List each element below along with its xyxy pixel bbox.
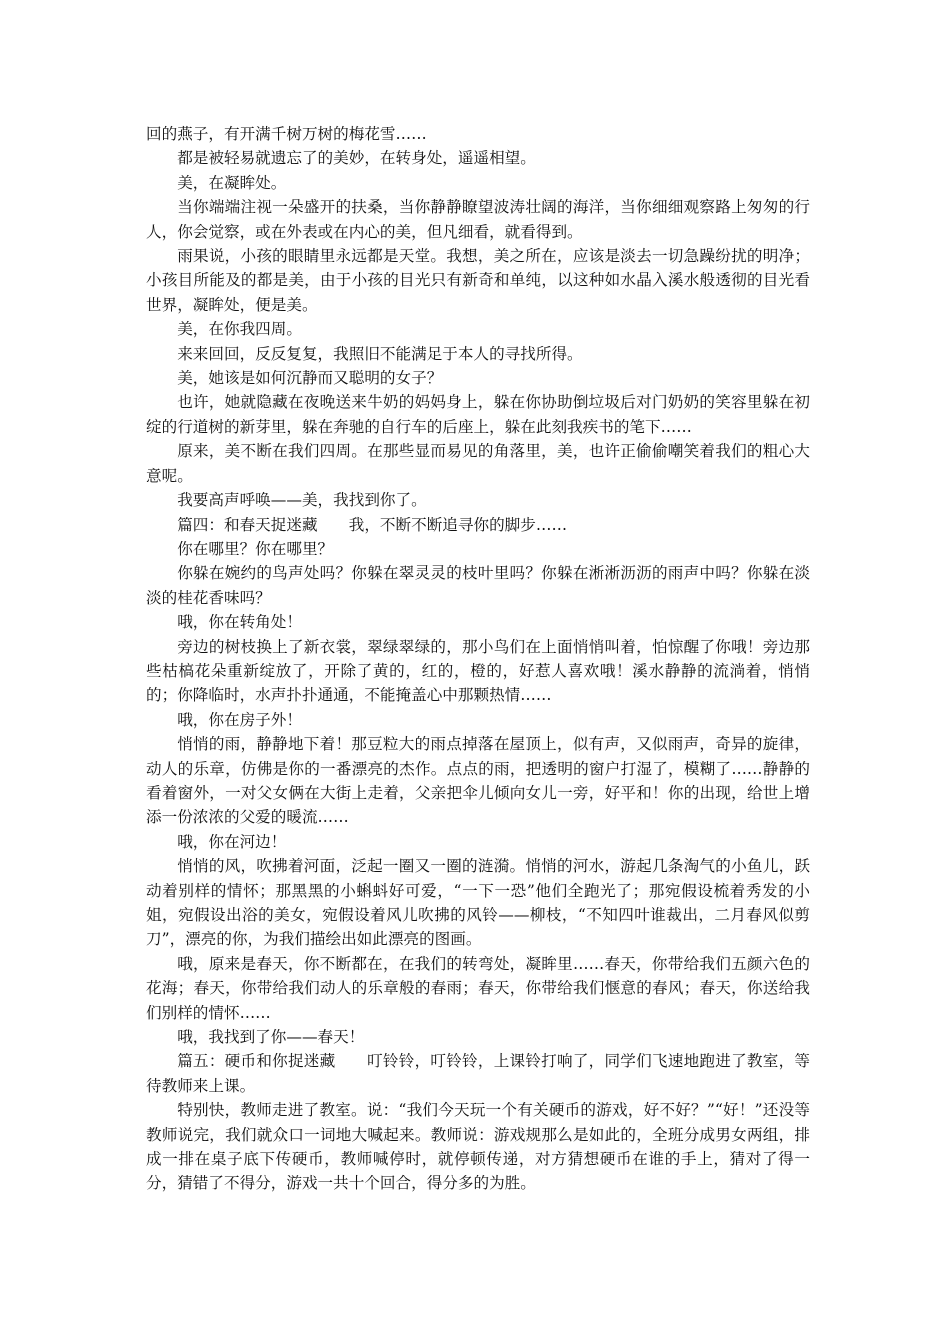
paragraph: 美，在你我四周。 [177, 320, 302, 339]
paragraph: 你在哪里？你在哪里？ [177, 539, 334, 558]
paragraph: 美，她该是如何沉静而又聪明的女子？ [177, 369, 443, 388]
paragraph: 来来回回，反反复复，我照旧不能满足于本人的寻找所得。 [177, 344, 583, 363]
paragraph: 我要高声呼唤——美，我找到你了。 [177, 491, 427, 510]
paragraph: 哦，我找到了你——春天！ [177, 1028, 365, 1047]
paragraph: 都是被轻易就遗忘了的美妙，在转身处，遥遥相望。 [177, 149, 536, 168]
paragraph: 特别快，教师走进了教室。说：“我们今天玩一个有关硬币的游戏，好不好？”“好！”还没等教师说完，我们就众口一词地大喊起来。教师说：游戏规那么是如此的，全班分成男女两组，排成一排在桌子底下传硬币，教师喊停时，就停顿传递，对方猜想硬币在谁的手上，猜对了得一分，猜错了不得分，游戏一共十个回合，得分多的为胜。 [146, 1101, 810, 1193]
paragraph: 原来，美不断在我们四周。在那些显而易见的角落里，美，也许正偷偷嘲笑着我们的粗心大意呢。 [146, 442, 810, 485]
paragraph: 回的燕子，有开满千树万树的梅花雪…… [146, 125, 427, 143]
paragraph: 哦，你在转角处！ [177, 613, 302, 632]
paragraph: 哦，你在河边！ [177, 832, 287, 851]
paragraph: 悄悄的风，吹拂着河面，泛起一圈又一圈的涟漪。悄悄的河水，游起几条淘气的小鱼儿，跃动着别样的情怀；那黑黑的小蝌蚪好可爱，“一下一恐”他们全跑光了；那宛假设梳着秀发的小姐，宛假设出浴的美女，宛假设着风儿吹拂的风铃——柳枝，“不知四叶谁裁出，二月春风似剪刀”，漂亮的你，为我们描绘出如此漂亮的图画。 [146, 857, 810, 949]
paragraph: 也许，她就隐藏在夜晚送来牛奶的妈妈身上，躲在你协助倒垃圾后对门奶奶的笑容里躲在初绽的行道树的新芽里，躲在奔驰的自行车的后座上，躲在此刻我疾书的笔下…… [146, 393, 810, 436]
paragraph: 哦，你在房子外！ [177, 710, 302, 729]
paragraph: 篇五：硬币和你捉迷藏 叮铃铃，叮铃铃，上课铃打响了，同学们飞速地跑进了教室，等待教师来上课。 [146, 1052, 810, 1095]
article-body [146, 122, 810, 1196]
paragraph: 篇四：和春天捉迷藏 我，不断不断追寻你的脚步…… [177, 515, 568, 534]
paragraph: 悄悄的雨，静静地下着！那豆粒大的雨点掉落在屋顶上，似有声，又似雨声，奇异的旋律，动人的乐章，仿佛是你的一番漂亮的杰作。点点的雨，把透明的窗户打湿了，模糊了……静静的看着窗外，一对父女俩在大街上走着，父亲把伞儿倾向女儿一旁，好平和！你的出现，给世上增添一份浓浓的父爱的暖流…… [146, 735, 810, 827]
paragraph: 雨果说，小孩的眼睛里永远都是天堂。我想，美之所在，应该是淡去一切急躁纷扰的明净；小孩目所能及的都是美，由于小孩的目光只有新奇和单纯，以这种如水晶入溪水般透彻的目光看世界，凝眸处，便是美。 [146, 247, 810, 314]
paragraph: 当你端端注视一朵盛开的扶桑，当你静静瞭望波涛壮阔的海洋，当你细细观察路上匆匆的行人，你会觉察，或在外表或在内心的美，但凡细看，就看得到。 [146, 198, 810, 241]
paragraph: 你躲在婉约的鸟声处吗？你躲在翠灵灵的枝叶里吗？你躲在淅淅沥沥的雨声中吗？你躲在淡淡的桂花香味吗？ [146, 564, 810, 607]
paragraph: 旁边的树枝换上了新衣裳，翠绿翠绿的，那小鸟们在上面悄悄叫着，怕惊醒了你哦！旁边那些枯槁花朵重新绽放了，开除了黄的，红的，橙的，好惹人喜欢哦！溪水静静的流淌着，悄悄的；你降临时，水声扑扑通通，不能掩盖心中那颗热情…… [146, 637, 810, 705]
paragraph: 哦，原来是春天，你不断都在，在我们的转弯处，凝眸里……春天，你带给我们五颜六色的花海；春天，你带给我们动人的乐章般的春雨；春天，你带给我们惬意的春风；春天，你送给我们别样的情怀…… [146, 954, 810, 1022]
paragraph: 美，在凝眸处。 [177, 173, 287, 192]
